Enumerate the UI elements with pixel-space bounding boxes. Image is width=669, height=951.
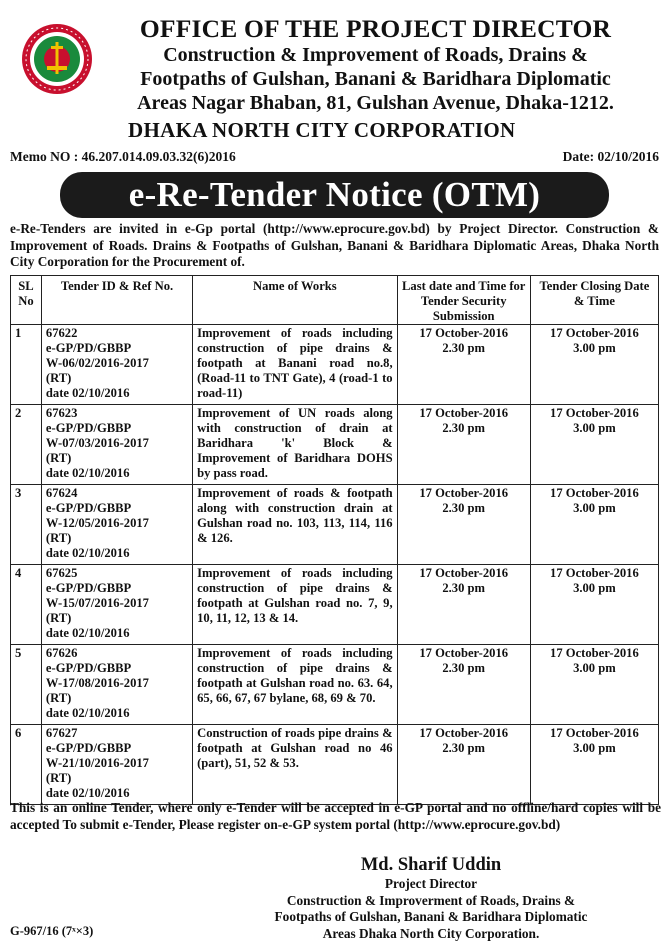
tender-table (10, 275, 659, 805)
ref-line-3: (RT) (45, 770, 72, 785)
row-sl: 6 (11, 725, 42, 805)
ref-line-2: W-15/07/2016-2017 (45, 595, 149, 610)
closing-date: 17 October-2016 (550, 646, 639, 661)
closing-time: 3.00 pm (573, 341, 616, 356)
tender-id: 67622 (45, 326, 78, 341)
table-row (11, 565, 659, 645)
row-security (397, 405, 530, 485)
ref-line-2: W-12/05/2016-2017 (45, 515, 149, 530)
ref-line-1: e-GP/PD/GBBP (45, 501, 132, 516)
closing-date: 17 October-2016 (550, 326, 639, 341)
row-tender-ref (41, 405, 192, 485)
corporation-name: DHAKA NORTH CITY CORPORATION (128, 118, 516, 142)
ref-date: date 02/10/2016 (45, 385, 130, 400)
row-works: Improvement of roads including construction of pipe drains & footpath at Gulshan road no. 63. 64, 65, 66, 67, 67 bylane, 68, 69 & 70. (193, 645, 398, 725)
row-closing (530, 645, 658, 725)
ref-line-3: (RT) (45, 370, 72, 385)
row-works: Improvement of roads including construction of pipe drains & footpath at Banani road no.8, (Road-11 to TNT Gate), 4 (road-1 to road-11) (193, 325, 398, 405)
row-works: Construction of roads pipe drains & footpath at Gulshan road no 46 (part), 51, 52 & 53. (193, 725, 398, 805)
ref-line-2: W-06/02/2016-2017 (45, 355, 149, 370)
row-tender-ref (41, 565, 192, 645)
memo-date: Date: 02/10/2016 (562, 149, 659, 164)
row-sl: 1 (11, 325, 42, 405)
signatory-name: Md. Sharif Uddin (360, 855, 502, 875)
row-security (397, 325, 530, 405)
table-header-row (11, 276, 659, 325)
ref-line-1: e-GP/PD/GBBP (45, 661, 132, 676)
online-tender-note: This is an online Tender, where only e-Tender will be accepted in e-GP portal and no offline/hard copies will be accepted To submit e-Tender, Please register on-e-GP system portal (http://www.eprocure.gov.bd) (10, 800, 661, 832)
intro-paragraph: e-Re-Tenders are invited in e-Gp portal (http://www.eprocure.gov.bd) by Project Director. Construction & Improvement of Roads. Drains & Footpaths of Gulshan, Banani & Baridhara Diplomatic Areas, Dhaka North City Corporation for the Procurement of. (10, 221, 659, 269)
closing-date: 17 October-2016 (550, 726, 639, 741)
security-time: 2.30 pm (442, 661, 486, 676)
memo-number: Memo NO : 46.207.014.09.03.32(6)2016 (10, 149, 236, 164)
row-works: Improvement of roads & footpath along with construction drain at Gulshan road no. 103, 113, 114, 116 & 126. (193, 485, 398, 565)
row-tender-ref (41, 645, 192, 725)
memo-row (10, 149, 659, 165)
table-row (11, 405, 659, 485)
row-sl: 2 (11, 405, 42, 485)
security-time: 2.30 pm (442, 341, 486, 356)
ref-line-3: (RT) (45, 450, 72, 465)
ref-date: date 02/10/2016 (45, 545, 130, 560)
table-row (11, 645, 659, 725)
ref-date: date 02/10/2016 (45, 785, 130, 800)
ref-line-3: (RT) (45, 530, 72, 545)
security-time: 2.30 pm (442, 421, 486, 436)
row-tender-ref (41, 725, 192, 805)
security-date: 17 October-2016 (419, 326, 509, 341)
row-security (397, 565, 530, 645)
ref-line-1: e-GP/PD/GBBP (45, 581, 132, 596)
row-sl: 3 (11, 485, 42, 565)
table-row (11, 485, 659, 565)
ref-line-2: W-17/08/2016-2017 (45, 675, 149, 690)
header-text-block (92, 14, 659, 115)
header-sl: SL No (11, 276, 42, 325)
signatory-designation: Project Director (384, 876, 478, 891)
signatory-line-3: Areas Dhaka North City Corporation. (322, 925, 540, 941)
signature-block (231, 855, 631, 942)
table-row (11, 725, 659, 805)
notice-title-banner (60, 172, 609, 218)
signatory-line-2: Footpaths of Gulshan, Banani & Baridhara Diplomatic (274, 909, 588, 924)
signatory-line-1: Construction & Improverment of Roads, Drains & (286, 892, 576, 908)
closing-date: 17 October-2016 (550, 486, 639, 501)
row-closing (530, 565, 658, 645)
row-works: Improvement of UN roads along with construction of drain at Baridhara 'k' Block & Improvement of Baridhara DOHS by pass road. (193, 405, 398, 485)
security-date: 17 October-2016 (419, 406, 509, 421)
security-date: 17 October-2016 (419, 566, 509, 581)
ref-line-1: e-GP/PD/GBBP (45, 341, 132, 356)
g-number: G-967/16 (7ˣ×3) (10, 924, 94, 938)
security-date: 17 October-2016 (419, 486, 509, 501)
ref-line-2: W-07/03/2016-2017 (45, 435, 149, 450)
notice-title: e-Re-Tender Notice (OTM) (128, 175, 541, 214)
header-closing: Tender Closing Date & Time (530, 276, 658, 325)
notice-header (10, 0, 659, 145)
ref-line-3: (RT) (45, 690, 72, 705)
ref-date: date 02/10/2016 (45, 625, 130, 640)
dncc-seal-icon (20, 22, 94, 96)
row-closing (530, 325, 658, 405)
row-security (397, 645, 530, 725)
tender-id: 67624 (45, 486, 78, 501)
header-security: Last date and Time for Tender Security Submission (397, 276, 530, 325)
header-line-1: Construction & Improvement of Roads, Drains & (163, 44, 588, 66)
row-sl: 4 (11, 565, 42, 645)
security-time: 2.30 pm (442, 581, 486, 596)
security-date: 17 October-2016 (419, 726, 509, 741)
row-closing (530, 405, 658, 485)
header-line-3: Areas Nagar Bhaban, 81, Gulshan Avenue, Dhaka-1212. (137, 92, 614, 114)
ref-line-3: (RT) (45, 610, 72, 625)
closing-date: 17 October-2016 (550, 406, 639, 421)
security-date: 17 October-2016 (419, 646, 509, 661)
row-sl: 5 (11, 645, 42, 725)
closing-time: 3.00 pm (573, 581, 616, 596)
security-time: 2.30 pm (442, 741, 486, 756)
security-time: 2.30 pm (442, 501, 486, 516)
table-row (11, 325, 659, 405)
row-closing (530, 725, 658, 805)
row-security (397, 725, 530, 805)
header-works: Name of Works (193, 276, 398, 325)
row-tender-ref (41, 325, 192, 405)
row-closing (530, 485, 658, 565)
tender-id: 67627 (45, 726, 78, 741)
closing-time: 3.00 pm (573, 741, 616, 756)
row-security (397, 485, 530, 565)
ref-line-1: e-GP/PD/GBBP (45, 741, 132, 756)
row-works: Improvement of roads including construction of pipe drains & footpath at Gulshan road no. 7, 9, 10, 11, 12, 13 & 14. (193, 565, 398, 645)
office-title: OFFICE OF THE PROJECT DIRECTOR (139, 14, 612, 43)
ref-date: date 02/10/2016 (45, 705, 130, 720)
tender-id: 67625 (45, 566, 78, 581)
closing-time: 3.00 pm (573, 501, 616, 516)
closing-date: 17 October-2016 (550, 566, 639, 581)
ref-line-1: e-GP/PD/GBBP (45, 421, 132, 436)
row-tender-ref (41, 485, 192, 565)
tender-id: 67626 (45, 646, 78, 661)
closing-time: 3.00 pm (573, 421, 616, 436)
ref-date: date 02/10/2016 (45, 465, 130, 480)
tender-id: 67623 (45, 406, 78, 421)
header-tender-id: Tender ID & Ref No. (41, 276, 192, 325)
header-line-2: Footpaths of Gulshan, Banani & Baridhara Diplomatic (140, 68, 611, 90)
ref-line-2: W-21/10/2016-2017 (45, 755, 149, 770)
closing-time: 3.00 pm (573, 661, 616, 676)
